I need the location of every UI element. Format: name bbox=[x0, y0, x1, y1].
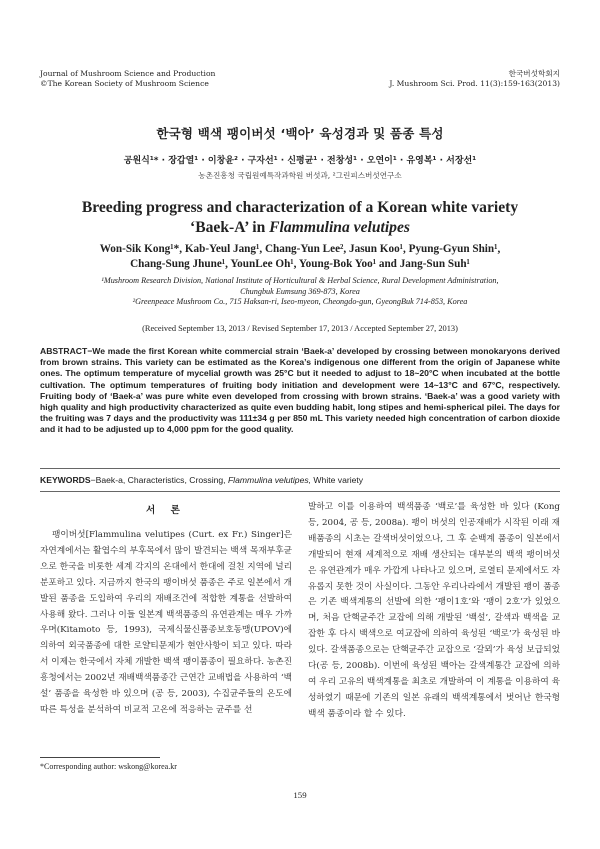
journal-header-left bbox=[40, 69, 215, 89]
keywords-post: White variety bbox=[311, 475, 364, 485]
footnote-corresponding-author: *Corresponding author: wskong@korea.kr bbox=[40, 762, 177, 771]
journal-citation: J. Mushroom Sci. Prod. 11(3):159-163(2013) bbox=[389, 79, 560, 88]
authors-english bbox=[40, 242, 560, 272]
page-number: 159 bbox=[293, 790, 307, 800]
title-english-line2-pre: ‘Baek-A’ in bbox=[190, 219, 270, 236]
keywords-pre: −Baek-a, Characteristics, Crossing, bbox=[90, 475, 228, 485]
title-english-line1: Breeding progress and characterization of a Korean white variety bbox=[81, 199, 519, 216]
footnote-rule bbox=[40, 757, 160, 758]
abstract-text: −We made the first Korean white commercial strain ‘Baek-a’ developed by crossing between monokaryons derived from brown strains. This variety can be estimated as the Korea’s indigenous one different from the origin of Japanese white ones. The optimum temperature of mycelial growth was 25°C but it needed to adjust to 18~20°C when incubated at the bottle cultivation. The optimum temperatures of fruiting body initiation and development were 14~13°C and 67°C, respectively. Fruiting body of ‘Baek-a’ was pure white even developed from crossing with brown strains. ‘Baek-a’ was a good variety with high quality and high productivity characterized as quite even budding habit, long stipes and hemi-spherical pilei. The days for the fruiting was 7 days and the productivity was 111±34 g per 850 mL This variety needed high concentration of carbon dioxide and it had to be adjusted up to 4,000 ppm for the good quality. bbox=[40, 346, 560, 435]
journal-header-right bbox=[389, 69, 560, 89]
title-english bbox=[40, 198, 560, 238]
abstract-label: ABSTRACT bbox=[40, 346, 88, 356]
affiliation-english-line1: ¹Mushroom Research Division, National Institute of Horticultural & Herbal Science, Rural Development Administration, bbox=[101, 276, 499, 285]
intro-paragraph-left: 팽이버섯[Flammulina velutipes (Curt. ex Fr.) Singer]은 자연계에서는 활엽수의 부후목에서 많이 발견되는 백색 목재부후균으로 한국을 비롯한 세계 각지의 온대에서 한대에 걸친 지역에 널리 분포하고 있다. 지금까지 한국의 팽이버섯 품종은 주로 일본에서 개발된 품종을 도입하여 우리의 재배조건에 적합한 계통을 선발하여 사용해 왔다. 그러나 이들 일본계 백색품종의 유연관계는 매우 가까우며(Kitamoto 등, 1993), 국제식물신품종보호동맹(UPOV)에 의하여 외국품종에 대한 로얄티문제가 현안사항이 되고 있다. 따라서 이제는 한국에서 자체 개발한 백색 팽이품종이 필요하다. 농촌진흥청에서는 2002년 재배백색품종간 근연간 교배법을 사용하여 ‘백설’ 품종을 육성한 바 있으며 (공 등, 2003), 수집균주들의 온도에 따른 특성을 분석하여 비교적 고온에 적응하는 균주를 선 bbox=[40, 530, 292, 715]
authors-english-line1: Won-Sik Kong¹*, Kab-Yeul Jang¹, Chang-Yun Lee², Jasun Koo¹, Pyung-Gyun Shin¹, bbox=[99, 243, 501, 255]
title-english-line2 bbox=[40, 218, 560, 238]
intro-paragraph-right: 발하고 이를 이용하여 백색품종 ‘백로’를 육성한 바 있다 (Kong 등, 2004, 공 등, 2008a). 팽이 버섯의 인공재배가 시작된 이래 재배품종의 시초는 갈색버섯이었으나, 그 후 순백계 품종이 일본에서 개발되어 현재 세계적으로 재배 생산되는 대부분의 백색 팽이버섯은 유연관계가 매우 가깝게 나타나고 있으며, 로열티 문제에서도 자유롭지 못한 것이 사실이다. 그동안 우리나라에서 개발된 팽이 품종은 기존 백색계통의 선발에 의한 ‘팽이1호’와 ‘팽이 2호’가 있었으며, 처음 단핵균주간 교잡에 의해 개발된 ‘백설’, 갈색과 백색을 교잡한 후 다시 백색으로 여교잡에 의하여 육성된 ‘백로’가 육성된 바 있다. 갈색품종으로는 단핵균주간 교잡으로 ‘갈뫼’가 육성 보급되었다(공 등, 2008b). 이번에 육성된 백아는 갈색계통간 교잡에 의하여 우리 고유의 백색계통을 최초로 개발하여 이 계통을 이용하여 육성하였기 때문에 기존의 일본 유래의 백색계통에서 벗어난 한국형 백색 품종이라 할 수 있다. bbox=[308, 502, 560, 719]
affiliation-english-line3: ²Greenpeace Mushroom Co., 715 Haksan-ri, Iseo-myeon, Cheongdo-gun, GyeongBuk 714-853, Korea bbox=[132, 297, 468, 306]
keywords-label: KEYWORDS bbox=[40, 475, 91, 485]
affiliation-english-line2: Chungbuk Eumsung 369-873, Korea bbox=[240, 286, 360, 296]
keywords bbox=[40, 475, 560, 485]
journal-society: ©The Korean Society of Mushroom Science bbox=[40, 79, 209, 88]
journal-name-ko: 한국버섯학회지 bbox=[508, 69, 560, 78]
title-korean: 한국형 백색 팽이버섯 ‘백아’ 육성경과 및 품종 특성 bbox=[156, 126, 444, 141]
title-english-species: Flammulina velutipes bbox=[269, 219, 410, 236]
affiliation-english bbox=[40, 276, 560, 308]
authors-english-line2: Chang-Sung Jhune¹, YounLee Oh¹, Young-Bok Yoo¹ and Jang-Sun Suh¹ bbox=[130, 258, 470, 270]
keywords-top-rule bbox=[40, 468, 560, 469]
left-column bbox=[40, 500, 292, 719]
received-dates: (Received September 13, 2013 / Revised September 17, 2013 / Accepted September 27, 2013) bbox=[142, 324, 458, 333]
section-title: 서 론 bbox=[146, 505, 186, 516]
right-column bbox=[308, 500, 560, 723]
affiliation-korean: 농촌진흥청 국립원예특작과학원 버섯과, ²그린피스버섯연구소 bbox=[198, 171, 402, 180]
keywords-bottom-rule bbox=[40, 491, 560, 492]
journal-name: Journal of Mushroom Science and Production bbox=[40, 69, 216, 78]
keywords-species: Flammulina velutipes, bbox=[227, 475, 312, 485]
authors-korean: 공원식¹* · 장갑열¹ · 이창윤² · 구자선¹ · 신평균¹ · 전창성¹ · 오연이¹ · 유영복¹ · 서장선¹ bbox=[123, 156, 477, 166]
abstract bbox=[40, 346, 560, 436]
